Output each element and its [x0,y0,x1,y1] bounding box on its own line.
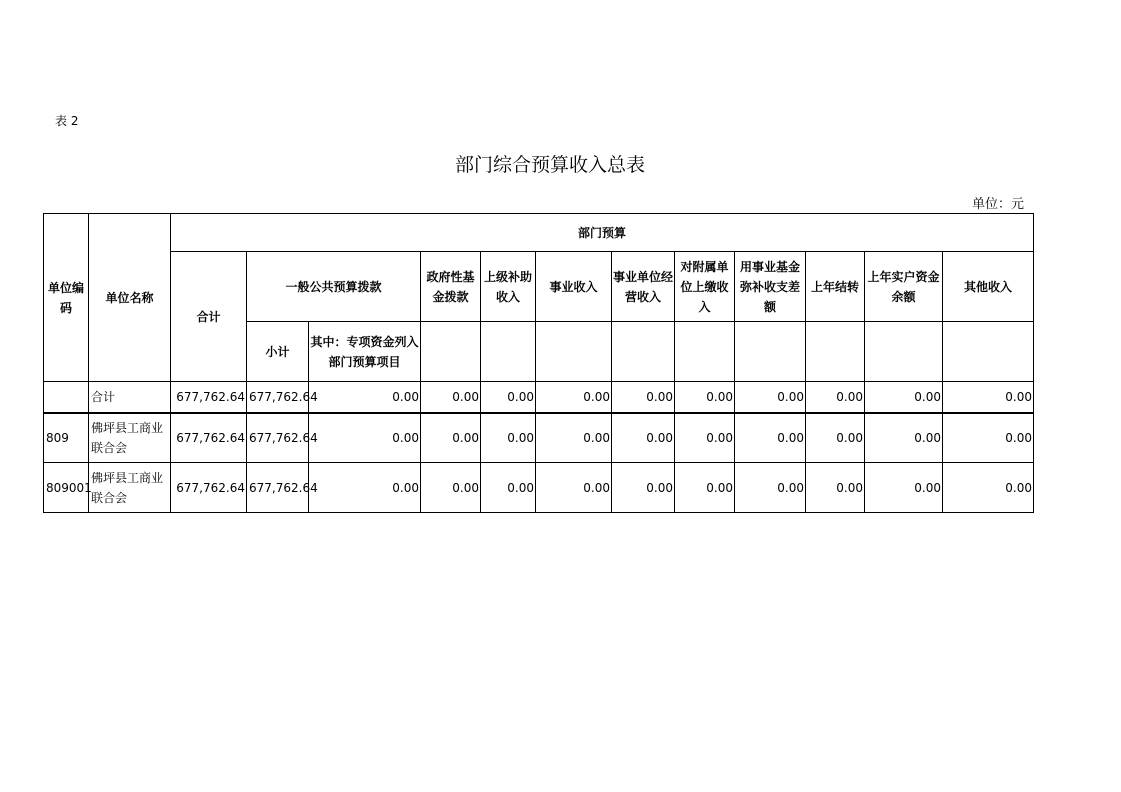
cell-subtotal: 677,762.64 [247,382,309,413]
header-business-fund-offset: 用事业基金弥补收支差额 [735,252,806,322]
cell-operating: 0.00 [612,413,675,463]
cell-affiliated: 0.00 [675,413,735,463]
cell-other: 0.00 [943,413,1034,463]
table-tag: 表 2 [55,114,79,128]
cell-name: 佛坪县工商业联合会 [89,463,171,513]
cell-operating: 0.00 [612,382,675,413]
cell-superior: 0.00 [481,382,536,413]
cell-subtotal: 677,762.64 [247,463,309,513]
header-empty-cell [675,322,735,382]
cell-other: 0.00 [943,463,1034,513]
cell-affiliated: 0.00 [675,382,735,413]
budget-income-table [43,213,1034,513]
cell-special: 0.00 [309,382,421,413]
table-row [44,413,1034,463]
cell-account-balance: 0.00 [865,413,943,463]
cell-fund-offset: 0.00 [735,382,806,413]
cell-carryover: 0.00 [806,463,865,513]
header-business-unit-operating: 事业单位经营收入 [612,252,675,322]
header-total: 合计 [171,252,247,382]
header-superior-subsidy: 上级补助收入 [481,252,536,322]
cell-code [44,382,89,413]
header-other-income: 其他收入 [943,252,1034,322]
header-empty-cell [943,322,1034,382]
cell-name: 佛坪县工商业联合会 [89,413,171,463]
cell-carryover: 0.00 [806,382,865,413]
cell-operating: 0.00 [612,463,675,513]
cell-business: 0.00 [536,382,612,413]
cell-other: 0.00 [943,382,1034,413]
cell-code: 809001 [44,463,89,513]
header-empty-cell [612,322,675,382]
cell-fund-offset: 0.00 [735,463,806,513]
cell-account-balance: 0.00 [865,463,943,513]
cell-superior: 0.00 [481,463,536,513]
cell-special: 0.00 [309,463,421,513]
cell-affiliated: 0.00 [675,463,735,513]
cell-subtotal: 677,762.64 [247,413,309,463]
cell-business: 0.00 [536,413,612,463]
header-unit-code: 单位编码 [44,214,89,382]
header-empty-cell [735,322,806,382]
header-empty-cell [806,322,865,382]
header-empty-cell [421,322,481,382]
cell-carryover: 0.00 [806,413,865,463]
header-dept-budget: 部门预算 [171,214,1034,252]
header-empty-cell [481,322,536,382]
cell-gov-fund: 0.00 [421,463,481,513]
page-title: 部门综合预算收入总表 [454,154,645,176]
header-gov-fund: 政府性基金拨款 [421,252,481,322]
header-last-year-carryover: 上年结转 [806,252,865,322]
cell-gov-fund: 0.00 [421,382,481,413]
header-affiliated-unit-remit: 对附属单位上缴收入 [675,252,735,322]
cell-code: 809 [44,413,89,463]
header-special-funds: 其中：专项资金列入部门预算项目 [309,322,421,382]
cell-account-balance: 0.00 [865,382,943,413]
cell-name: 合计 [89,382,171,413]
cell-total: 677,762.64 [171,463,247,513]
header-empty-cell [536,322,612,382]
header-business-income: 事业收入 [536,252,612,322]
header-general-public: 一般公共预算拨款 [247,252,421,322]
cell-fund-offset: 0.00 [735,413,806,463]
cell-total: 677,762.64 [171,382,247,413]
header-last-year-account-balance: 上年实户资金余额 [865,252,943,322]
header-empty-cell [865,322,943,382]
cell-total: 677,762.64 [171,413,247,463]
table-row [44,463,1034,513]
cell-gov-fund: 0.00 [421,413,481,463]
cell-business: 0.00 [536,463,612,513]
unit-label: 单位：元 [972,197,1025,212]
header-subtotal: 小计 [247,322,309,382]
header-unit-name: 单位名称 [89,214,171,382]
cell-superior: 0.00 [481,413,536,463]
cell-special: 0.00 [309,413,421,463]
table-row [44,382,1034,413]
